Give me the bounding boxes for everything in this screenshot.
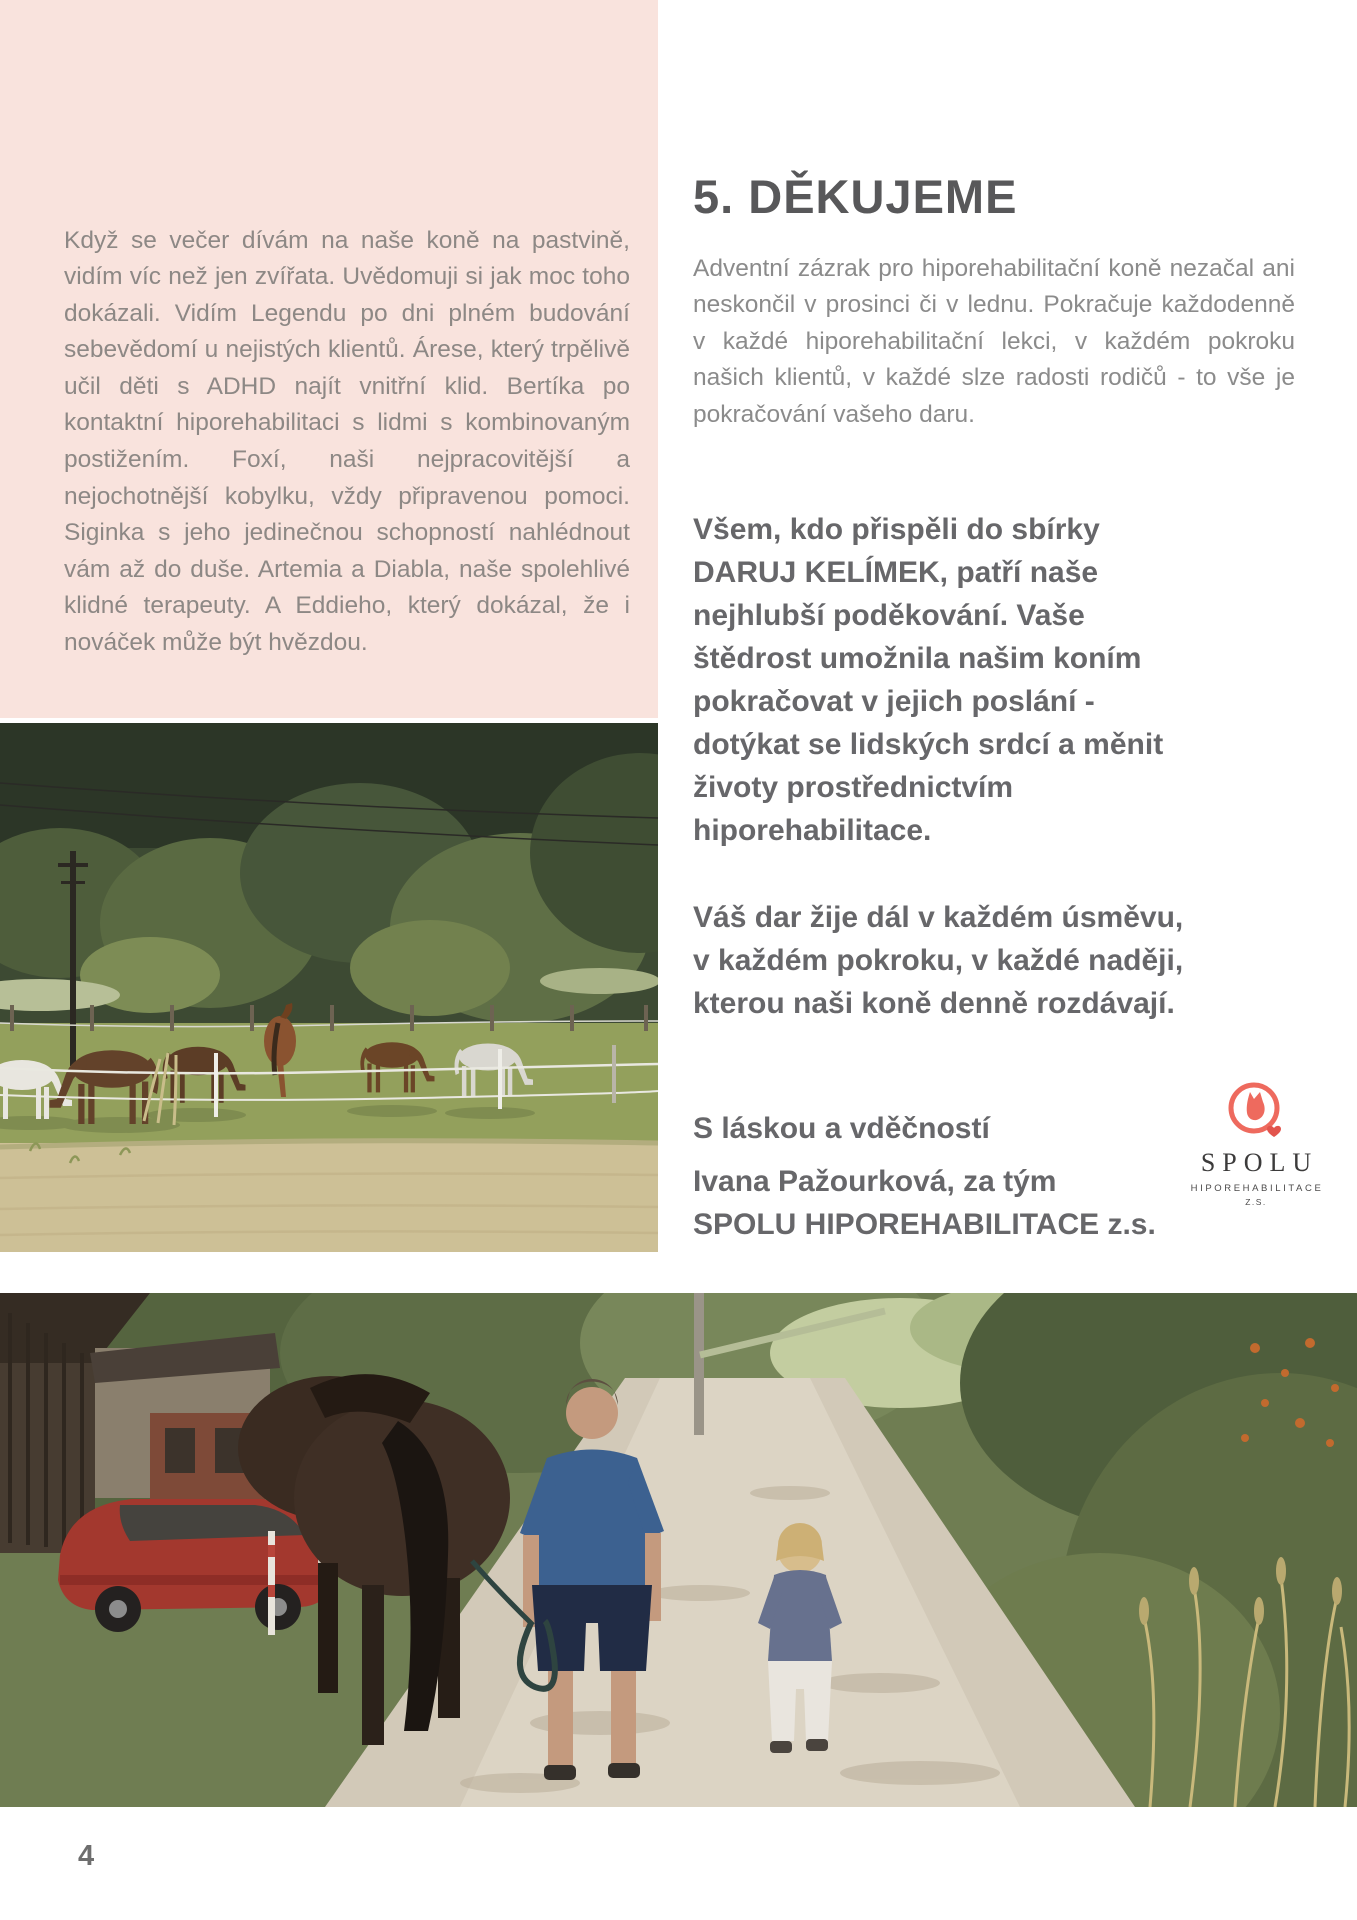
logo-suffix: Z.S. (1245, 1197, 1267, 1207)
heart-icon (1267, 1126, 1281, 1137)
spolu-logo-mark (1217, 1080, 1295, 1146)
section-heading: 5. DĚKUJEME (693, 170, 1018, 224)
pasture-horses-photo (0, 723, 658, 1252)
thanks-highlight: Všem, kdo přispěli do sbírky DARUJ KELÍMEK, patří naše nejhlubší poděkování. Vaše štědrost umožnila našim koním pokračovat v jejich poslání - dotýkat se lidských srdcí a měnit životy prostřednictvím hiporehabilitace. (693, 513, 1164, 847)
logo-subtitle: HIPOREHABILITACE (1190, 1183, 1324, 1194)
intro-box (0, 0, 658, 718)
intro-paragraph: Když se večer dívám na naše koně na pastvině, vidím víc než jen zvířata. Uvědomuji si jak moc toho dokázali. Vidím Legendu po dni plném budování sebevědomí u nejistých klientů. Árese, který trpělivě učil děti s ADHD najít vnitřní klid. Bertíka po kontaktní hiporehabilitaci s lidmi s kombinovaným postižením. Foxí, naši nejpracovitější a nejochotnější kobylku, vždy připravenou pomoci. Siginka s jeho jedinečnou schopností nahlédnout vám až do duše. Artemia a Diabla, naše spolehlivé klidné terapeuty. A Eddieho, který dokázal, že i nováček může být hvězdou. (64, 226, 630, 657)
walk-with-horse-photo (0, 1293, 1357, 1807)
closing-line: S láskou a vděčností (693, 1112, 990, 1145)
signature-block (693, 1160, 1295, 1246)
horse-head-icon (1247, 1092, 1265, 1120)
page-number: 4 (78, 1840, 95, 1872)
signature-name: Ivana Pažourková, za tým (693, 1165, 1057, 1198)
gift-highlight: Váš dar žije dál v každém úsměvu, v každém pokroku, v každé naději, kterou naši koně denně rozdávají. (693, 901, 1184, 1020)
signature-organisation: SPOLU HIPOREHABILITACE z.s. (693, 1208, 1156, 1241)
section-paragraph: Adventní zázrak pro hiporehabilitační koně nezačal ani neskončil v prosinci či v lednu. Pokračuje každodenně v každé hiporehabilitační lekci, v každém pokroku našich klientů, v každé slze radosti rodičů - to vše je pokračování vašeho daru. (693, 254, 1295, 428)
logo-title: SPOLU (1200, 1148, 1319, 1177)
